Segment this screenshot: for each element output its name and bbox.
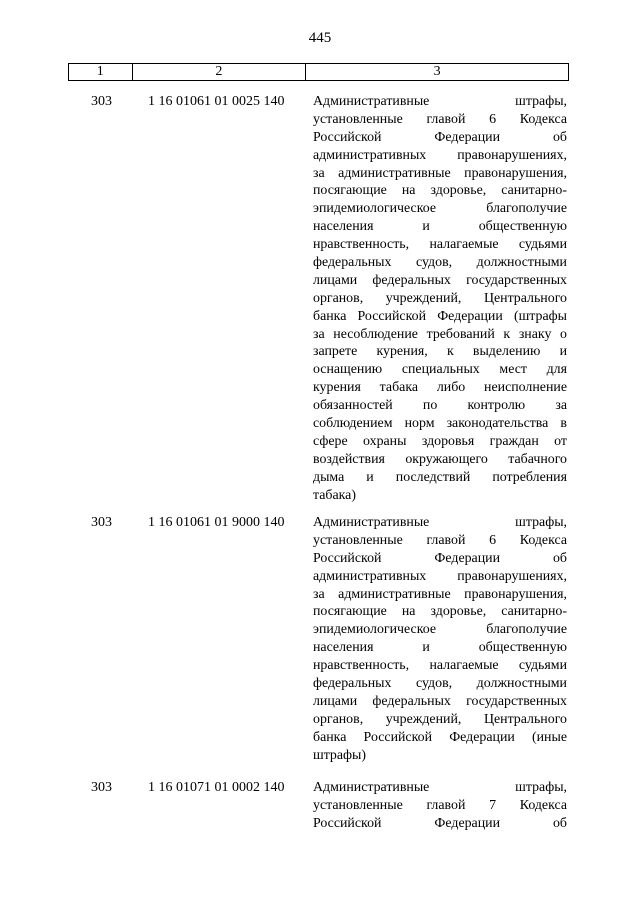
description-line: федеральных судов, должностными xyxy=(313,255,567,271)
description-line: установленные главой 6 Кодекса xyxy=(313,532,567,548)
description-line: Российской Федерации об xyxy=(313,815,567,831)
description-line: лицами федеральных государственных xyxy=(313,693,567,709)
description-line: воздействия окружающего табачного xyxy=(313,451,567,467)
description-line: Российской Федерации об xyxy=(313,129,567,145)
description-line: установленные главой 7 Кодекса xyxy=(313,797,567,813)
description-line: за несоблюдение требований к знаку о xyxy=(313,326,567,342)
row-number: 303 xyxy=(91,780,112,795)
description-line: Российской Федерации об xyxy=(313,550,567,566)
description-line: за административные правонарушения, xyxy=(313,586,567,602)
description-line: Административные штрафы, xyxy=(313,515,567,530)
row-description xyxy=(313,779,567,833)
description-line: эпидемиологическое благополучие xyxy=(313,622,567,638)
description-line: за административные правонарушения, xyxy=(313,165,567,181)
description-line: Административные штрафы, xyxy=(313,780,567,795)
description-line: курения табака либо неисполнение xyxy=(313,380,567,396)
description-line: запрете курения, к выделению и xyxy=(313,344,567,360)
description-line: банка Российской Федерации (штрафы xyxy=(313,308,567,324)
description-line: табака) xyxy=(313,487,356,503)
description-line: нравственность, налагаемые судьями xyxy=(313,237,567,253)
budget-classification-code: 1 16 01061 01 9000 140 xyxy=(148,515,285,530)
description-line: посягающие на здоровье, санитарно- xyxy=(313,604,567,620)
column-header-row xyxy=(69,64,569,81)
row-number: 303 xyxy=(91,94,112,109)
row-description xyxy=(313,93,567,504)
description-line: банка Российской Федерации (иные xyxy=(313,729,567,745)
description-line: соблюдением норм законодательства в xyxy=(313,416,567,432)
row-description xyxy=(313,514,567,764)
row-number: 303 xyxy=(91,515,112,530)
description-line: административных правонарушениях, xyxy=(313,568,567,584)
description-line: лицами федеральных государственных xyxy=(313,272,567,288)
description-line: сфере охраны здоровья граждан от xyxy=(313,433,567,449)
description-line: штрафы) xyxy=(313,747,367,763)
description-line: населения и общественную xyxy=(313,219,567,235)
description-line: населения и общественную xyxy=(313,640,567,656)
description-line: органов, учреждений, Центрального xyxy=(313,290,567,306)
description-line: установленные главой 6 Кодекса xyxy=(313,111,567,127)
description-line: посягающие на здоровье, санитарно- xyxy=(313,183,567,199)
description-line: эпидемиологическое благополучие xyxy=(313,201,567,217)
description-line: административных правонарушениях, xyxy=(313,147,567,163)
description-line: нравственность, налагаемые судьями xyxy=(313,658,567,674)
column-header-1: 1 xyxy=(69,64,133,81)
description-line: дыма и последствий потребления xyxy=(313,469,567,485)
column-header-2: 2 xyxy=(132,64,306,81)
description-line: органов, учреждений, Центрального xyxy=(313,711,567,727)
description-line: оснащению специальных мест для xyxy=(313,362,567,378)
description-line: федеральных судов, должностными xyxy=(313,676,567,692)
page-number: 445 xyxy=(308,30,332,46)
budget-classification-code: 1 16 01061 01 0025 140 xyxy=(148,94,285,109)
description-line: Административные штрафы, xyxy=(313,94,567,109)
description-line: обязанностей по контролю за xyxy=(313,398,567,414)
budget-classification-code: 1 16 01071 01 0002 140 xyxy=(148,780,285,795)
column-header-3: 3 xyxy=(306,64,569,81)
column-header-table xyxy=(68,63,569,81)
